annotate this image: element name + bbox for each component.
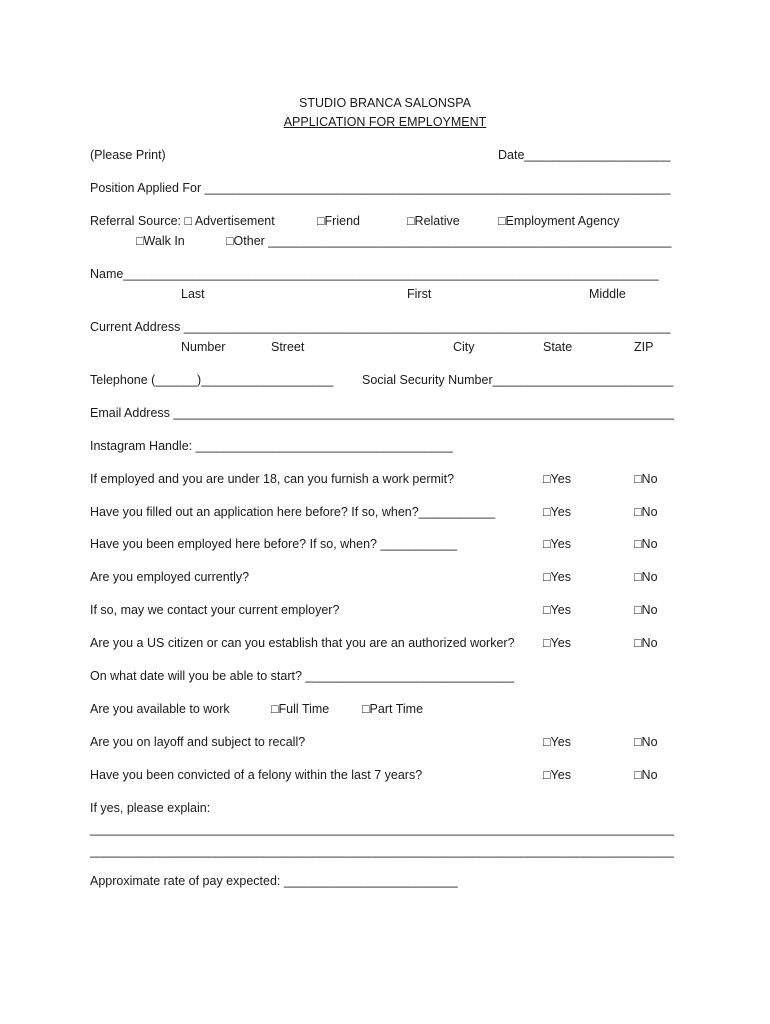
name-middle-label: Middle (589, 287, 626, 301)
referral-friend-option[interactable]: □Friend (317, 214, 360, 228)
no-checkbox[interactable]: □No (634, 570, 658, 584)
company-name: STUDIO BRANCA SALONSPA (298, 96, 472, 110)
please-print-note: (Please Print) (90, 148, 166, 162)
no-checkbox[interactable]: □No (634, 472, 658, 486)
felony-no-checkbox[interactable]: □No (634, 768, 658, 782)
address-zip-label: ZIP (634, 340, 654, 354)
name-first-label: First (407, 287, 432, 301)
address-street-label: Street (271, 340, 305, 354)
address-field[interactable]: Current Address ______________________________________________________________________ (90, 320, 671, 334)
referral-agency-option[interactable]: □Employment Agency (498, 214, 620, 228)
layoff-no-checkbox[interactable]: □No (634, 735, 658, 749)
explain-line-2[interactable]: ____________________________________________________________________________________ (90, 844, 674, 858)
question-text: If employed and you are under 18, can you furnish a work permit? (90, 472, 455, 486)
date-field[interactable]: Date_____________________ (498, 148, 671, 162)
part-time-checkbox[interactable]: □Part Time (362, 702, 424, 716)
no-checkbox[interactable]: □No (634, 505, 658, 519)
question-text[interactable]: Have you been employed here before? If so, when? ___________ (90, 537, 457, 551)
yes-checkbox[interactable]: □Yes (543, 603, 571, 617)
full-time-checkbox[interactable]: □Full Time (271, 702, 330, 716)
yes-checkbox[interactable]: □Yes (543, 537, 571, 551)
referral-other-field[interactable]: □Other __________________________________________________________ (226, 234, 672, 248)
felony-question: Have you been convicted of a felony within the last 7 years? (90, 768, 423, 782)
form-title: APPLICATION FOR EMPLOYMENT (283, 115, 487, 129)
question-text[interactable]: Have you filled out an application here before? If so, when?___________ (90, 505, 496, 519)
layoff-yes-checkbox[interactable]: □Yes (543, 735, 571, 749)
availability-label: Are you available to work (90, 702, 230, 716)
telephone-field[interactable]: Telephone (______)___________________ (90, 373, 334, 387)
no-checkbox[interactable]: □No (634, 636, 658, 650)
position-applied-field[interactable]: Position Applied For ___________________________________________________________________ (90, 181, 671, 195)
yes-checkbox[interactable]: □Yes (543, 570, 571, 584)
question-text: If so, may we contact your current employer? (90, 603, 340, 617)
email-field[interactable]: Email Address ________________________________________________________________________ (90, 406, 674, 420)
question-text: Are you employed currently? (90, 570, 250, 584)
referral-relative-option[interactable]: □Relative (407, 214, 460, 228)
name-last-label: Last (181, 287, 205, 301)
referral-advertisement-option[interactable]: Referral Source: □ Advertisement (90, 214, 275, 228)
name-field[interactable]: Name_____________________________________________________________________________ (90, 267, 659, 281)
felony-yes-checkbox[interactable]: □Yes (543, 768, 571, 782)
no-checkbox[interactable]: □No (634, 537, 658, 551)
question-text: Are you a US citizen or can you establish that you are an authorized worker? (90, 636, 515, 650)
explain-line-1[interactable]: ____________________________________________________________________________________ (90, 822, 674, 836)
address-city-label: City (453, 340, 475, 354)
yes-checkbox[interactable]: □Yes (543, 472, 571, 486)
yes-checkbox[interactable]: □Yes (543, 636, 571, 650)
layoff-question: Are you on layoff and subject to recall? (90, 735, 306, 749)
yes-checkbox[interactable]: □Yes (543, 505, 571, 519)
ssn-field[interactable]: Social Security Number__________________________ (362, 373, 674, 387)
address-number-label: Number (181, 340, 226, 354)
no-checkbox[interactable]: □No (634, 603, 658, 617)
instagram-field[interactable]: Instagram Handle: _____________________________________ (90, 439, 453, 453)
explain-label: If yes, please explain: (90, 801, 211, 815)
start-date-field[interactable]: On what date will you be able to start? ______________________________ (90, 669, 514, 683)
pay-expected-field[interactable]: Approximate rate of pay expected: _________________________ (90, 874, 458, 888)
address-state-label: State (543, 340, 573, 354)
referral-walkin-option[interactable]: □Walk In (136, 234, 185, 248)
